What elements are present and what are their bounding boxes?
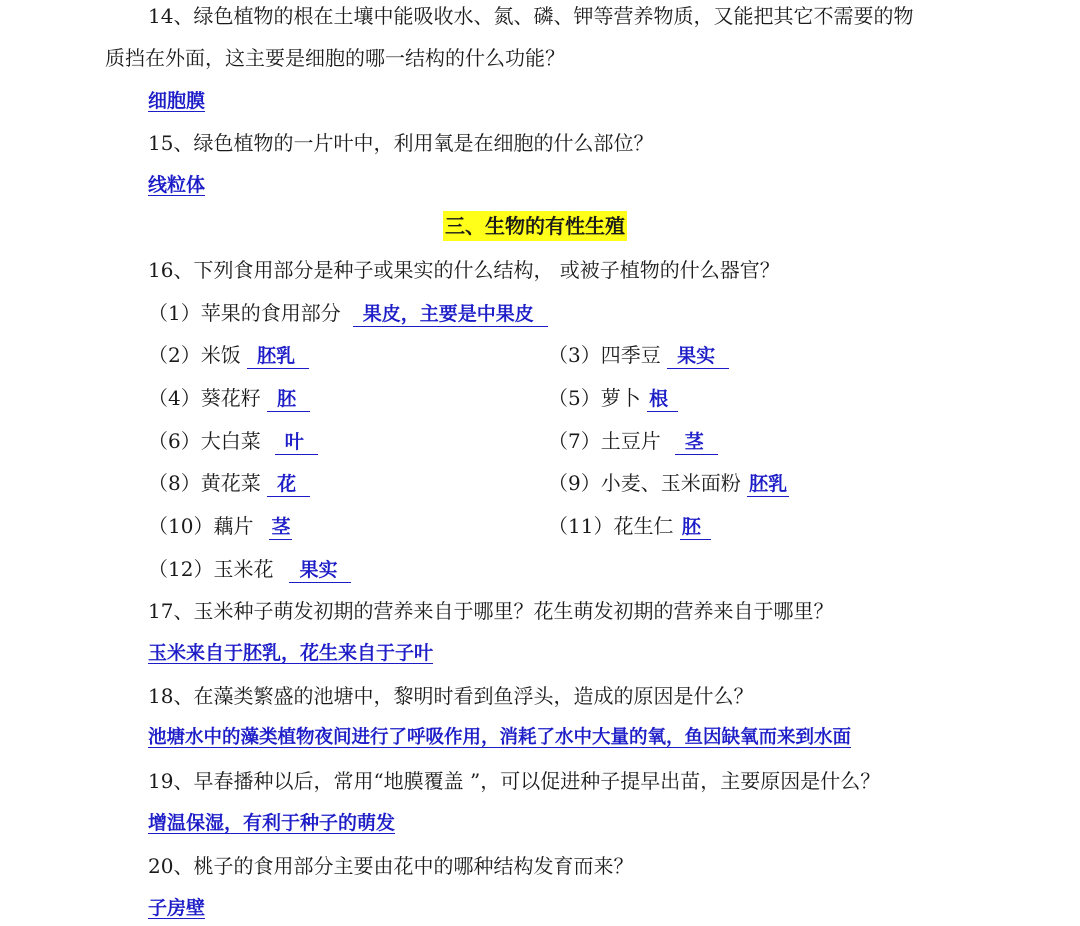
item-answer: 胚	[267, 387, 310, 412]
item-answer: 根	[647, 387, 678, 412]
item-answer: 花	[267, 472, 310, 497]
item-label: （5）萝卜	[548, 386, 641, 410]
item-answer: 果实	[667, 344, 729, 369]
item-answer: 果实	[289, 558, 351, 583]
q14-line1: 14、绿色植物的根在土壤中能吸收水、氮、磷、钾等营养物质，又能把其它不需要的物	[148, 4, 914, 28]
q16-item-9	[548, 470, 789, 497]
item-answer: 叶	[275, 430, 318, 455]
q16-item-4	[148, 385, 310, 412]
q16-item-8	[148, 470, 310, 497]
section-title: 三、生物的有性生殖	[443, 211, 627, 241]
item-label: （8）黄花菜	[148, 471, 261, 495]
item-label: （7）土豆片	[548, 429, 661, 453]
item-label: （3）四季豆	[548, 343, 661, 367]
q16-item-12	[148, 556, 351, 583]
item-label: （10）藕片	[148, 514, 254, 538]
q16-item-3	[548, 342, 729, 369]
item-answer: 茎	[271, 516, 291, 538]
q15-answer: 线粒体	[148, 174, 206, 196]
q16-item-2	[148, 342, 309, 369]
item-label: （1）苹果的食用部分	[148, 301, 341, 325]
q16-item-10	[148, 513, 292, 540]
q16-item-6	[148, 428, 318, 455]
q15-question: 15、绿色植物的一片叶中，利用氧是在细胞的什么部位？	[148, 131, 654, 155]
item-answer: 胚乳	[247, 344, 309, 369]
q16-item-7	[548, 428, 718, 455]
q16-item-11	[548, 513, 711, 540]
q17-question: 17、玉米种子萌发初期的营养来自于哪里？花生萌发初期的营养来自于哪里？	[148, 599, 834, 623]
q16-item-1	[148, 300, 548, 327]
item-label: （2）米饭	[148, 343, 241, 367]
q19-answer: 增温保湿，有利于种子的萌发	[148, 812, 396, 834]
q19-question: 19、早春播种以后，常用“地膜覆盖 ”，可以促进种子提早出苗，主要原因是什么？	[148, 769, 881, 793]
q14-answer: 细胞膜	[148, 90, 206, 112]
item-label: （11）花生仁	[548, 514, 674, 538]
q18-answer: 池塘水中的藻类植物夜间进行了呼吸作用，消耗了水中大量的氧，鱼因缺氧而来到水面	[148, 727, 852, 748]
item-answer: 胚乳	[749, 473, 788, 495]
item-label: （6）大白菜	[148, 429, 261, 453]
item-answer: 胚	[680, 515, 711, 540]
q16-question: 16、下列食用部分是种子或果实的什么结构， 或被子植物的什么器官？	[148, 258, 780, 282]
item-answer: 茎	[675, 430, 718, 455]
item-answer: 果皮，主要是中果皮	[353, 302, 548, 327]
q20-answer: 子房壁	[148, 897, 206, 919]
q20-question: 20、桃子的食用部分主要由花中的哪种结构发育而来？	[148, 854, 634, 878]
q18-question: 18、在藻类繁盛的池塘中，黎明时看到鱼浮头，造成的原因是什么？	[148, 684, 754, 708]
item-label: （9）小麦、玉米面粉	[548, 471, 741, 495]
q16-item-5	[548, 385, 678, 412]
item-label: （12）玉米花	[148, 557, 274, 581]
q17-answer: 玉米来自于胚乳，花生来自于子叶	[148, 642, 434, 664]
item-label: （4）葵花籽	[148, 386, 261, 410]
q14-line2: 质挡在外面，这主要是细胞的哪一结构的什么功能？	[105, 46, 565, 70]
